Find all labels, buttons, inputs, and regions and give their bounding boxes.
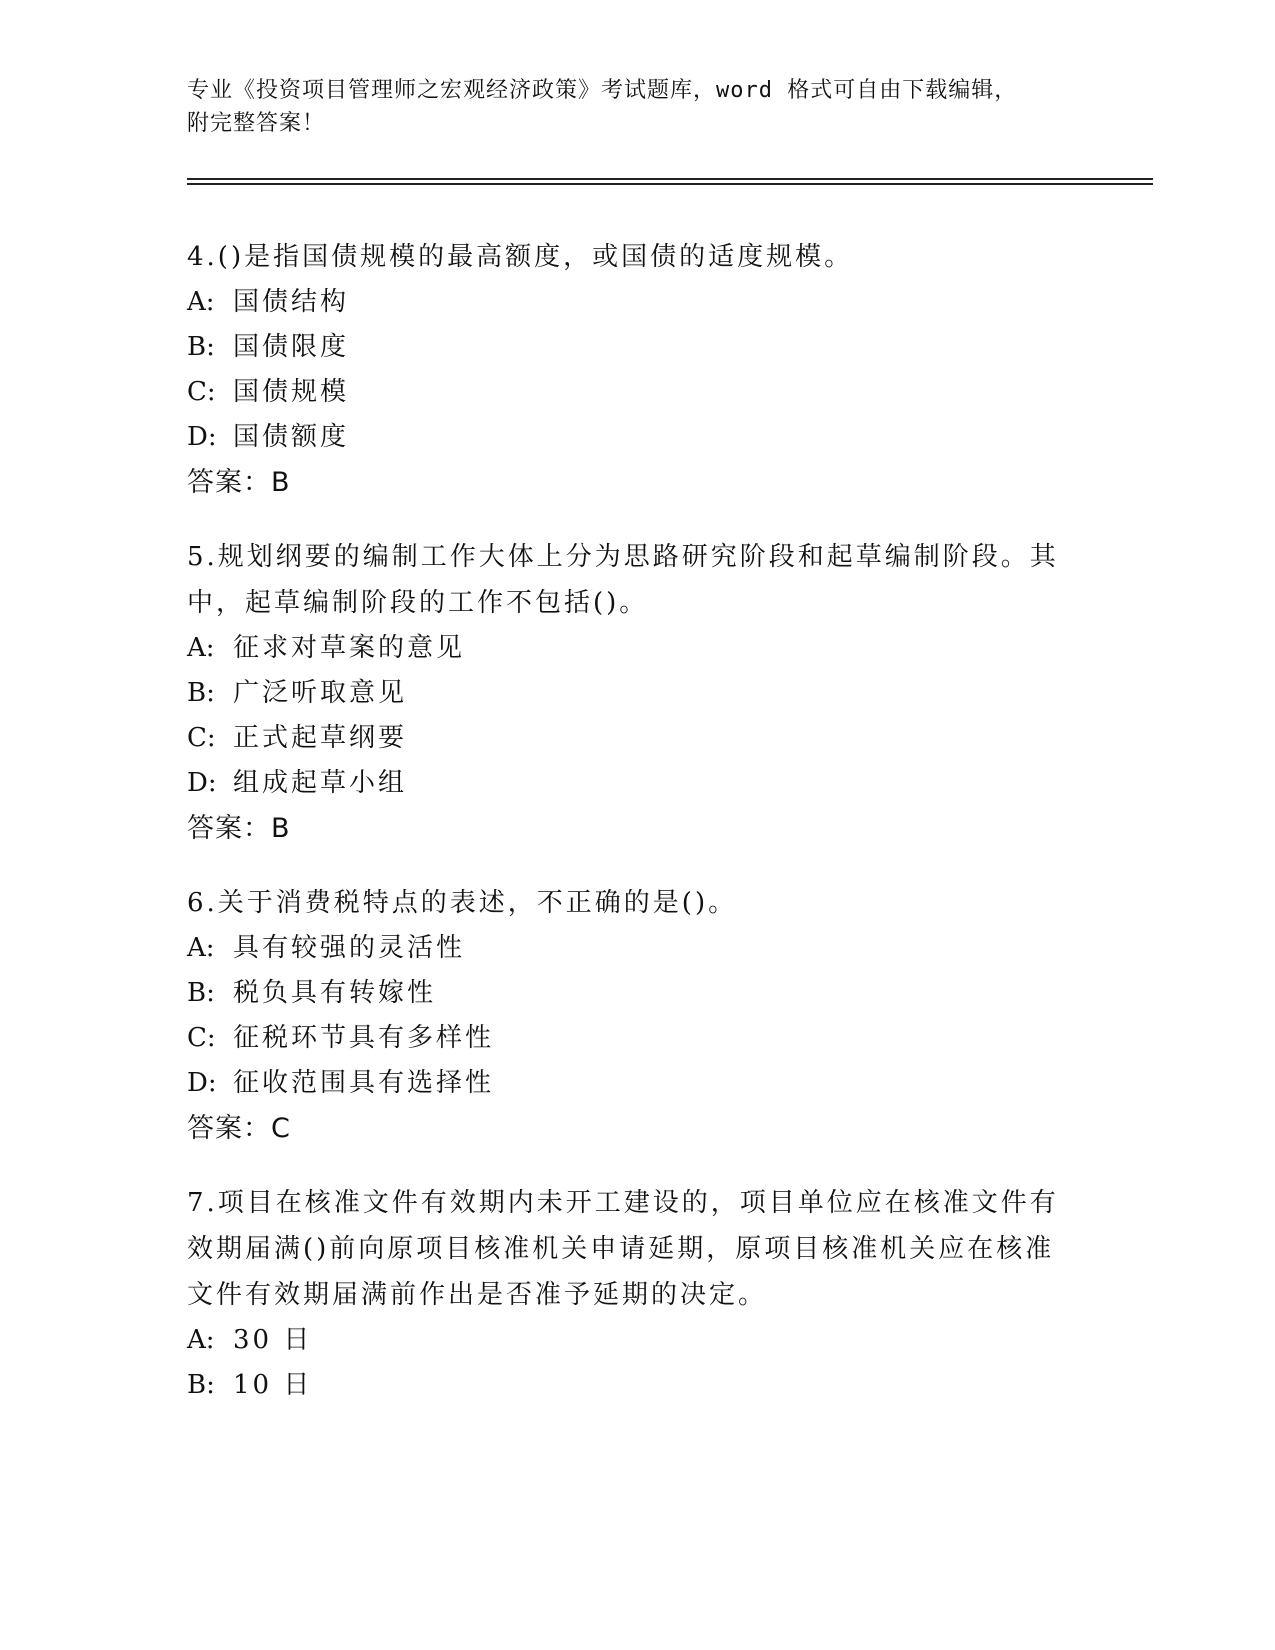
option-b [187,671,1077,716]
option-b [187,325,1077,370]
header-rule-bottom [187,183,1153,185]
option-key: D: [187,1068,217,1098]
option-c [187,716,1077,761]
option-key: B: [187,678,215,708]
question-4 [187,234,1077,506]
option-text: 30 日 [233,1325,313,1355]
question-5 [187,534,1077,852]
question-stem: 5.规划纲要的编制工作大体上分为思路研究阶段和起草编制阶段。其中，起草编制阶段的工作不包括()。 [187,542,1059,618]
option-c [187,1016,1077,1061]
option-text: 征税环节具有多样性 [233,1023,495,1053]
question-6 [187,880,1077,1152]
option-d [187,1061,1077,1106]
option-d [187,761,1077,806]
option-key: A: [187,1325,215,1355]
option-text: 国债限度 [233,332,350,362]
question-stem: 6.关于消费税特点的表述，不正确的是()。 [187,888,738,918]
option-a [187,926,1077,971]
option-text: 征收范围具有选择性 [233,1068,495,1098]
question-list [187,234,1077,1436]
document-header [187,74,1067,140]
option-b [187,1363,1077,1408]
option-key: A: [187,633,215,663]
option-text: 国债规模 [233,377,350,407]
header-rule-top [187,178,1153,180]
option-key: B: [187,332,215,362]
option-d [187,415,1077,460]
option-a [187,626,1077,671]
option-a [187,280,1077,325]
option-b [187,971,1077,1016]
option-text: 组成起草小组 [233,768,408,798]
option-key: D: [187,768,217,798]
option-text: 正式起草纲要 [233,723,408,753]
question-stem: 7.项目在核准文件有效期内未开工建设的，项目单位应在核准文件有效期届满()前向原项目核准机关申请延期，原项目核准机关应在核准文件有效期届满前作出是否准予延期的决定。 [187,1188,1059,1310]
option-key: B: [187,978,215,1008]
option-key: C: [187,1023,216,1053]
option-text: 税负具有转嫁性 [233,978,437,1008]
option-text: 10 日 [233,1370,313,1400]
answer-line: 答案：B [187,813,291,844]
option-key: C: [187,723,216,753]
option-c [187,370,1077,415]
option-key: A: [187,933,215,963]
question-7 [187,1180,1077,1408]
option-text: 具有较强的灵活性 [233,933,466,963]
option-key: C: [187,377,216,407]
answer-line: 答案：C [187,1113,291,1144]
option-text: 国债结构 [233,287,350,317]
option-key: D: [187,422,217,452]
option-key: A: [187,287,215,317]
header-line-1: 专业《投资项目管理师之宏观经济政策》考试题库，word 格式可自由下载编辑， [187,78,1018,103]
option-key: B: [187,1370,215,1400]
answer-line: 答案：B [187,467,291,498]
header-line-2: 附完整答案！ [187,111,326,136]
question-stem: 4.()是指国债规模的最高额度，或国债的适度规模。 [187,242,854,272]
option-a [187,1318,1077,1363]
option-text: 国债额度 [233,422,350,452]
option-text: 广泛听取意见 [233,678,408,708]
option-text: 征求对草案的意见 [233,633,466,663]
